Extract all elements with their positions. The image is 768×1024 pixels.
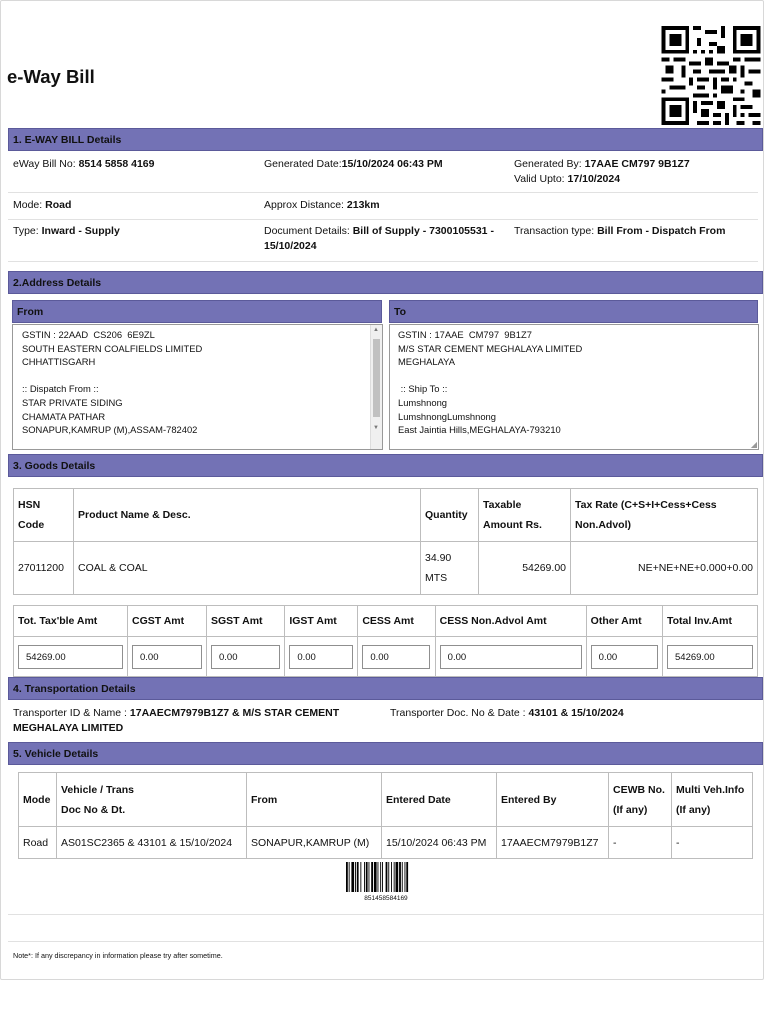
table-row	[14, 542, 758, 595]
barcode-bar	[380, 862, 381, 892]
barcode-bar	[374, 862, 377, 892]
divider	[8, 219, 758, 220]
barcode-bar	[405, 862, 406, 892]
barcode-bar	[399, 862, 401, 892]
barcode-bar	[349, 862, 350, 892]
to-header: To	[389, 300, 758, 323]
col-mode: Mode	[19, 773, 57, 827]
barcode-bar	[366, 862, 368, 892]
barcode-bar	[364, 862, 365, 892]
barcode-bar	[382, 862, 383, 892]
quantity: 34.90 MTS	[421, 542, 479, 595]
taxable-amount: 54269.00	[479, 542, 571, 595]
barcode-bar	[406, 862, 408, 892]
totals-header-row	[14, 606, 758, 637]
barcode	[346, 862, 426, 900]
section-address-header: 2.Address Details	[8, 271, 763, 294]
divider	[8, 192, 758, 193]
vehicle-cewb: -	[609, 827, 672, 859]
other-field[interactable]: 0.00	[591, 645, 658, 669]
cgst-field[interactable]: 0.00	[132, 645, 202, 669]
barcode-bar	[402, 862, 403, 892]
table-row	[19, 827, 753, 859]
barcode-bar	[355, 862, 356, 892]
barcode-icon	[346, 862, 426, 892]
vehicle-mode: Road	[19, 827, 57, 859]
col-taxable: Taxable Amount Rs.	[479, 489, 571, 542]
goods-table	[13, 488, 758, 595]
igst-field[interactable]: 0.00	[289, 645, 353, 669]
barcode-bar	[371, 862, 373, 892]
barcode-bar	[391, 862, 392, 892]
valid-upto: Valid Upto: 17/10/2024	[514, 173, 621, 185]
footnote: Note*: If any discrepancy in information please try after sometime.	[13, 951, 223, 960]
table-row	[14, 637, 758, 677]
col-multi-veh: Multi Veh.Info (If any)	[672, 773, 753, 827]
vehicle-entered-by: 17AAECM7979B1Z7	[497, 827, 609, 859]
col-product: Product Name & Desc.	[74, 489, 421, 542]
approx-distance: Approx Distance: 213km	[264, 199, 380, 211]
eway-bill-no: eWay Bill No: 8514 5858 4169	[13, 158, 155, 170]
from-scrollbar[interactable]	[370, 325, 382, 449]
divider	[8, 914, 763, 915]
generated-date: Generated Date:15/10/2024 06:43 PM	[264, 158, 443, 170]
tax-rate: NE+NE+NE+0.000+0.00	[571, 542, 758, 595]
barcode-bar	[357, 862, 359, 892]
col-igst: IGST Amt	[285, 606, 358, 637]
col-from: From	[247, 773, 382, 827]
vehicle-table	[18, 772, 753, 859]
transporter-id-name: Transporter ID & Name : 17AAECM7979B1Z7 & M/S STAR CEMENT	[13, 707, 340, 719]
col-cess-nonadvol: CESS Non.Advol Amt	[435, 606, 586, 637]
from-header: From	[12, 300, 382, 323]
col-cgst: CGST Amt	[128, 606, 207, 637]
vehicle-multi: -	[672, 827, 753, 859]
vehicle-header-row	[19, 773, 753, 827]
vehicle-number: AS01SC2365 & 43101 & 15/10/2024	[57, 827, 247, 859]
to-address-text: GSTIN : 17AAE CM797 9B1Z7 M/S STAR CEMENT MEGHALAYA LIMITED MEGHALAYA :: Ship To :: Lumshnong LumshnongLumshnong East Jaintia Hills,MEGHALAYA-793210	[398, 329, 583, 436]
col-quantity: Quantity	[421, 489, 479, 542]
cess-nonadvol-field[interactable]: 0.00	[440, 645, 582, 669]
from-address-box[interactable]	[12, 324, 383, 450]
totals-table	[13, 605, 758, 677]
col-tot-taxable: Tot. Tax'ble Amt	[14, 606, 128, 637]
generated-by: Generated By: 17AAE CM797 9B1Z7	[514, 158, 690, 170]
to-address-box[interactable]	[389, 324, 759, 450]
scroll-thumb[interactable]	[373, 339, 380, 417]
barcode-bar	[378, 862, 379, 892]
barcode-bar	[360, 862, 361, 892]
document-details: Document Details: Bill of Supply - 7300105531 -	[264, 225, 494, 237]
transporter-name-cont: MEGHALAYA LIMITED	[13, 722, 124, 734]
barcode-bar	[351, 862, 354, 892]
section-vehicle-header: 5. Vehicle Details	[8, 742, 763, 765]
transporter-doc: Transporter Doc. No & Date : 43101 & 15/10/2024	[390, 707, 624, 719]
qr-code-icon	[658, 26, 764, 125]
scroll-up-icon[interactable]: ▲	[373, 327, 379, 333]
product-name: COAL & COAL	[74, 542, 421, 595]
type: Type: Inward - Supply	[13, 225, 120, 237]
col-cess: CESS Amt	[358, 606, 435, 637]
mode: Mode: Road	[13, 199, 72, 211]
document-details-date: 15/10/2024	[264, 240, 317, 252]
vehicle-from: SONAPUR,KAMRUP (M)	[247, 827, 382, 859]
col-vehicle: Vehicle / Trans Doc No & Dt.	[57, 773, 247, 827]
goods-header-row	[14, 489, 758, 542]
total-inv-field[interactable]: 54269.00	[667, 645, 753, 669]
barcode-bar	[386, 862, 388, 892]
col-entered-date: Entered Date	[382, 773, 497, 827]
col-tax-rate: Tax Rate (C+S+I+Cess+Cess Non.Advol)	[571, 489, 758, 542]
col-hsn: HSN Code	[14, 489, 74, 542]
col-sgst: SGST Amt	[207, 606, 285, 637]
col-total-inv: Total Inv.Amt	[663, 606, 758, 637]
section-eway-details-header: 1. E-WAY BILL Details	[8, 128, 763, 151]
divider	[8, 261, 758, 262]
transaction-type: Transaction type: Bill From - Dispatch From	[514, 225, 726, 237]
col-cewb: CEWB No. (If any)	[609, 773, 672, 827]
vehicle-entered-date: 15/10/2024 06:43 PM	[382, 827, 497, 859]
scroll-down-icon[interactable]: ▼	[373, 425, 379, 431]
cess-field[interactable]: 0.00	[362, 645, 430, 669]
barcode-bar	[346, 862, 348, 892]
barcode-bar	[396, 862, 399, 892]
col-entered-by: Entered By	[497, 773, 609, 827]
tot-taxable-field[interactable]: 54269.00	[18, 645, 123, 669]
divider	[8, 941, 763, 942]
from-address-text: GSTIN : 22AAD CS206 6E9ZL SOUTH EASTERN COALFIELDS LIMITED CHHATTISGARH :: Dispatch From :: STAR PRIVATE SIDING CHAMATA PATHAR SONAPUR,KAMRUP (M),ASSAM-782402	[22, 329, 203, 436]
document-title: e-Way Bill	[7, 66, 95, 87]
resize-handle-icon[interactable]: ◢	[750, 440, 757, 449]
hsn-code: 27011200	[14, 542, 74, 595]
barcode-bar	[369, 862, 370, 892]
section-goods-header: 3. Goods Details	[8, 454, 763, 477]
sgst-field[interactable]: 0.00	[211, 645, 280, 669]
barcode-number: 851458584169	[364, 895, 408, 902]
barcode-bar	[394, 862, 395, 892]
section-transport-header: 4. Transportation Details	[8, 677, 763, 700]
col-other: Other Amt	[586, 606, 662, 637]
barcode-bar	[388, 862, 389, 892]
